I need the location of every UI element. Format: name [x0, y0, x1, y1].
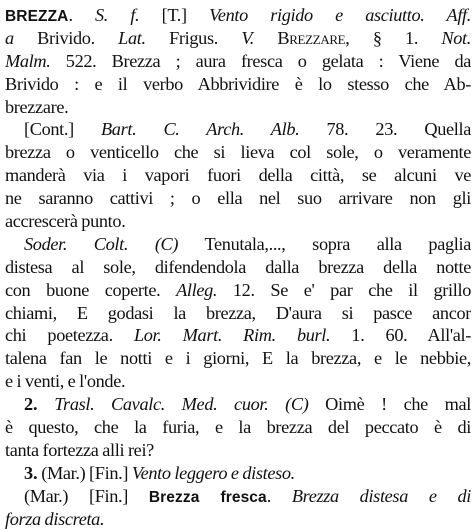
- text-run: Frigus.: [145, 27, 242, 48]
- text-run: Brivido.: [13, 27, 119, 48]
- text-run: Tenutala,..., sopra alla paglia: [178, 233, 471, 254]
- entry-line: [5, 210, 471, 233]
- text-run: .: [68, 5, 95, 25]
- text-run-it: V.: [241, 27, 255, 48]
- text-run: brezzare.: [5, 96, 69, 117]
- text-run-it: a: [5, 27, 14, 48]
- text-run: manderà via i vapori fuori della città, se alcuni ve: [5, 165, 471, 186]
- text-run: 12. Se e' par che il grillo: [217, 279, 471, 300]
- text-run-b: 2.: [24, 394, 38, 415]
- text-run: 78. 23. Quella: [299, 119, 471, 140]
- text-run: [128, 234, 155, 254]
- entry-line: [5, 256, 471, 279]
- text-run: [T.]: [139, 5, 210, 25]
- text-run-b: 3.: [24, 462, 38, 483]
- text-run-it: Soder. Colt.: [24, 233, 129, 254]
- text-run: chiami, E godasi la brezza, D'aura si pasce ancor: [5, 302, 471, 323]
- text-run: accrescerà punto.: [5, 211, 126, 232]
- entry-line: [5, 4, 471, 27]
- entry-line: [5, 73, 471, 96]
- text-run: con buone coperte.: [5, 279, 177, 300]
- text-run-it: Not.: [441, 27, 471, 48]
- text-run-it: forza discreta.: [5, 508, 105, 529]
- text-run-it: Alleg.: [176, 279, 218, 300]
- text-run: [38, 394, 55, 414]
- text-run: (Mar.) [Fin.]: [37, 462, 132, 483]
- text-run-it: Vento leggero e disteso.: [131, 462, 295, 483]
- entry-line: [5, 96, 471, 119]
- text-run: , § 1.: [345, 27, 442, 48]
- text-run: Brivido : e il verbo Abbrividire è lo stesso che Ab-: [5, 73, 471, 94]
- entry-line: [5, 485, 471, 508]
- text-run: ne saranno cattivi ; o ella nel suo arrivare non gli: [5, 188, 471, 209]
- text-run: 1. 60. All'al-: [330, 325, 471, 346]
- text-run: Oimè ! che mal: [308, 394, 471, 415]
- text-run-bx: BREZZA: [5, 8, 69, 25]
- entry-line: [5, 347, 471, 370]
- text-run: 522. Brezza ; aura fresca o gelata : Viene da: [50, 50, 471, 71]
- entry-line: [5, 141, 471, 164]
- text-run: chi poetezza.: [5, 325, 134, 346]
- entry-line: [5, 324, 471, 347]
- entry-line: [5, 118, 471, 141]
- text-run-it: Vento rigido e asciutto. Aff.: [209, 5, 471, 25]
- text-run-it: (C): [154, 233, 179, 254]
- entry-line: [5, 233, 471, 256]
- entry-line: [5, 439, 471, 462]
- text-run: [254, 28, 277, 48]
- text-run-it: Brezza distesa e di: [291, 485, 471, 506]
- text-run-it: Trasl. Cavalc. Med. cuor.: [54, 394, 269, 415]
- entry-line: [5, 164, 471, 187]
- entry-line: [5, 279, 471, 302]
- text-run: distesa al sole, difendendola dalla brezza della notte: [5, 256, 471, 277]
- entry-line: [5, 393, 471, 416]
- entry-line: [5, 370, 471, 393]
- entry-line: [5, 302, 471, 325]
- text-run-it: Lor. Mart. Rim. burl.: [133, 325, 331, 346]
- entry-line: [5, 462, 471, 485]
- entry-line: [5, 508, 471, 530]
- text-run-it: (C): [285, 394, 309, 415]
- text-run: (Mar.) [Fin.]: [24, 485, 149, 506]
- entry-line: [5, 50, 471, 73]
- text-run: tanta fortezza alli rei?: [5, 439, 154, 460]
- entry-line: [5, 27, 471, 50]
- text-run-it: Lat.: [118, 27, 146, 48]
- text-run: [268, 394, 285, 414]
- text-run-it: Malm.: [5, 50, 51, 71]
- entry-line: [5, 416, 471, 439]
- text-run: brezza o venticello che si lieva col sole, o veramente: [5, 142, 471, 163]
- text-run: [Cont.]: [24, 119, 101, 140]
- entry-line: [5, 187, 471, 210]
- text-run: e i venti, e l'onde.: [5, 371, 126, 392]
- text-run-it: Bart. C. Arch. Alb.: [100, 119, 300, 140]
- text-run: .: [266, 485, 292, 506]
- text-run: talena fan le notti e i giorni, E la brezza, e le nebbie,: [5, 348, 471, 369]
- text-run-it: S. f.: [95, 5, 140, 25]
- text-run-bx: Brezza fresca: [148, 488, 267, 506]
- text-run-sc: Brezzare: [277, 27, 346, 48]
- text-run: è questo, che la furia, e la brezza del peccato è di: [5, 417, 471, 438]
